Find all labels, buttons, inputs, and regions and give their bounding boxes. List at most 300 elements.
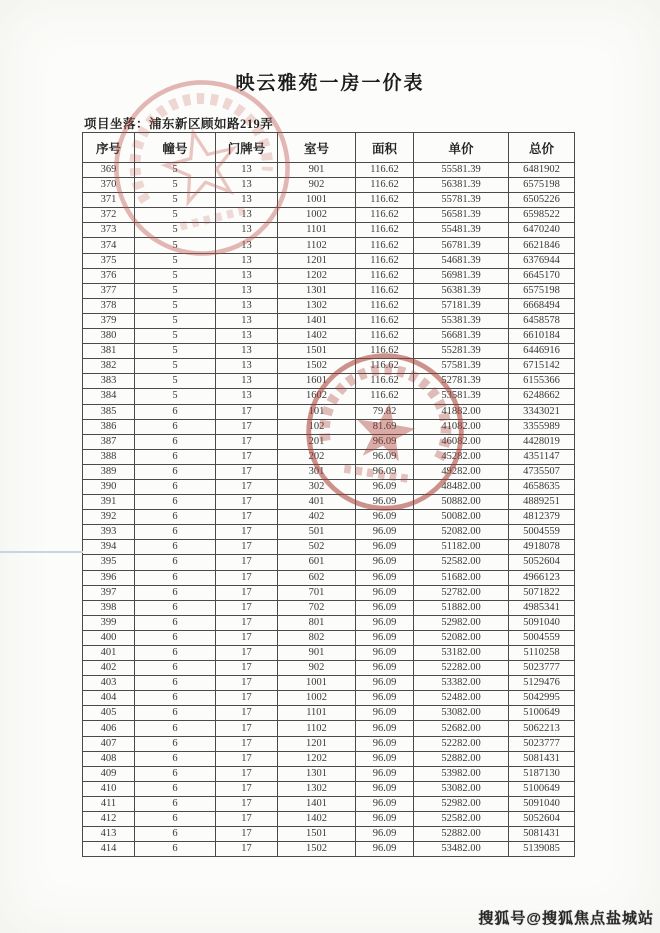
table-cell: 17 bbox=[216, 721, 278, 736]
table-cell: 6505226 bbox=[509, 193, 575, 208]
table-cell: 96.09 bbox=[356, 796, 414, 811]
table-cell: 396 bbox=[83, 570, 135, 585]
table-cell: 6 bbox=[135, 495, 216, 510]
table-row bbox=[83, 691, 575, 706]
table-cell: 411 bbox=[83, 796, 135, 811]
table-cell: 5081431 bbox=[509, 827, 575, 842]
table-row bbox=[83, 238, 575, 253]
table-row bbox=[83, 329, 575, 344]
table-cell: 13 bbox=[216, 359, 278, 374]
table-cell: 1502 bbox=[278, 842, 356, 857]
table-cell: 96.09 bbox=[356, 449, 414, 464]
table-cell: 5023777 bbox=[509, 661, 575, 676]
table-cell: 55581.39 bbox=[414, 163, 509, 178]
table-cell: 13 bbox=[216, 298, 278, 313]
table-cell: 373 bbox=[83, 223, 135, 238]
table-cell: 602 bbox=[278, 570, 356, 585]
table-cell: 5 bbox=[135, 389, 216, 404]
table-cell: 302 bbox=[278, 479, 356, 494]
table-cell: 4351147 bbox=[509, 449, 575, 464]
table-cell: 13 bbox=[216, 313, 278, 328]
table-cell: 370 bbox=[83, 178, 135, 193]
table-cell: 5 bbox=[135, 163, 216, 178]
table-cell: 96.09 bbox=[356, 721, 414, 736]
table-cell: 17 bbox=[216, 600, 278, 615]
table-cell: 6 bbox=[135, 721, 216, 736]
table-cell: 6458578 bbox=[509, 313, 575, 328]
table-cell: 56981.39 bbox=[414, 268, 509, 283]
table-cell: 13 bbox=[216, 344, 278, 359]
project-location-value: 浦东新区顾如路219弄 bbox=[149, 117, 274, 131]
table-header-row bbox=[83, 133, 575, 163]
table-row bbox=[83, 313, 575, 328]
table-cell: 45282.00 bbox=[414, 449, 509, 464]
table-cell: 96.09 bbox=[356, 615, 414, 630]
table-cell: 6248662 bbox=[509, 389, 575, 404]
table-cell: 5 bbox=[135, 238, 216, 253]
table-cell: 381 bbox=[83, 344, 135, 359]
table-cell: 378 bbox=[83, 298, 135, 313]
table-cell: 52982.00 bbox=[414, 796, 509, 811]
table-cell: 802 bbox=[278, 630, 356, 645]
table-cell: 96.09 bbox=[356, 479, 414, 494]
table-cell: 17 bbox=[216, 691, 278, 706]
table-cell: 6668494 bbox=[509, 298, 575, 313]
table-cell: 57581.39 bbox=[414, 359, 509, 374]
table-row bbox=[83, 646, 575, 661]
table-row bbox=[83, 193, 575, 208]
table-cell: 6 bbox=[135, 434, 216, 449]
table-row bbox=[83, 495, 575, 510]
table-row bbox=[83, 706, 575, 721]
table-cell: 5 bbox=[135, 359, 216, 374]
table-cell: 53082.00 bbox=[414, 781, 509, 796]
table-row bbox=[83, 661, 575, 676]
table-cell: 391 bbox=[83, 495, 135, 510]
table-cell: 301 bbox=[278, 464, 356, 479]
table-cell: 5 bbox=[135, 178, 216, 193]
table-cell: 1201 bbox=[278, 253, 356, 268]
table-cell: 410 bbox=[83, 781, 135, 796]
table-cell: 116.62 bbox=[356, 163, 414, 178]
table-cell: 17 bbox=[216, 781, 278, 796]
table-cell: 55481.39 bbox=[414, 223, 509, 238]
table-cell: 17 bbox=[216, 661, 278, 676]
table-cell: 6 bbox=[135, 630, 216, 645]
table-cell: 406 bbox=[83, 721, 135, 736]
table-cell: 5062213 bbox=[509, 721, 575, 736]
table-cell: 377 bbox=[83, 283, 135, 298]
table-cell: 901 bbox=[278, 646, 356, 661]
table-cell: 56581.39 bbox=[414, 208, 509, 223]
table-cell: 6 bbox=[135, 585, 216, 600]
project-location-label: 项目坐落： bbox=[84, 117, 150, 131]
table-cell: 1202 bbox=[278, 751, 356, 766]
table-cell: 116.62 bbox=[356, 359, 414, 374]
table-row bbox=[83, 359, 575, 374]
table-cell: 96.09 bbox=[356, 630, 414, 645]
table-cell: 374 bbox=[83, 238, 135, 253]
table-cell: 96.09 bbox=[356, 540, 414, 555]
table-cell: 5023777 bbox=[509, 736, 575, 751]
table-cell: 6 bbox=[135, 449, 216, 464]
table-cell: 5 bbox=[135, 223, 216, 238]
table-row bbox=[83, 827, 575, 842]
table-cell: 116.62 bbox=[356, 313, 414, 328]
table-cell: 6 bbox=[135, 691, 216, 706]
table-cell: 6610184 bbox=[509, 329, 575, 344]
table-cell: 1102 bbox=[278, 721, 356, 736]
table-cell: 6598522 bbox=[509, 208, 575, 223]
table-row bbox=[83, 449, 575, 464]
table-row bbox=[83, 570, 575, 585]
table-cell: 392 bbox=[83, 510, 135, 525]
table-cell: 401 bbox=[278, 495, 356, 510]
table-cell: 52682.00 bbox=[414, 721, 509, 736]
table-cell: 4735507 bbox=[509, 464, 575, 479]
table-cell: 56381.39 bbox=[414, 178, 509, 193]
table-cell: 1102 bbox=[278, 238, 356, 253]
table-cell: 96.09 bbox=[356, 464, 414, 479]
table-cell: 801 bbox=[278, 615, 356, 630]
scan-artifact-line bbox=[0, 551, 83, 553]
table-cell: 96.09 bbox=[356, 766, 414, 781]
table-cell: 385 bbox=[83, 404, 135, 419]
table-cell: 1401 bbox=[278, 313, 356, 328]
table-cell: 398 bbox=[83, 600, 135, 615]
table-cell: 17 bbox=[216, 812, 278, 827]
table-cell: 502 bbox=[278, 540, 356, 555]
table-cell: 5187130 bbox=[509, 766, 575, 781]
table-cell: 6 bbox=[135, 781, 216, 796]
table-cell: 383 bbox=[83, 374, 135, 389]
table-cell: 380 bbox=[83, 329, 135, 344]
table-cell: 116.62 bbox=[356, 374, 414, 389]
table-cell: 17 bbox=[216, 796, 278, 811]
table-cell: 52282.00 bbox=[414, 661, 509, 676]
table-cell: 96.09 bbox=[356, 495, 414, 510]
table-cell: 601 bbox=[278, 555, 356, 570]
table-cell: 17 bbox=[216, 495, 278, 510]
table-cell: 116.62 bbox=[356, 344, 414, 359]
table-cell: 96.09 bbox=[356, 781, 414, 796]
table-row bbox=[83, 525, 575, 540]
table-row bbox=[83, 419, 575, 434]
table-cell: 1001 bbox=[278, 676, 356, 691]
table-cell: 116.62 bbox=[356, 298, 414, 313]
table-row bbox=[83, 374, 575, 389]
table-cell: 6 bbox=[135, 419, 216, 434]
table-cell: 51682.00 bbox=[414, 570, 509, 585]
table-cell: 5 bbox=[135, 329, 216, 344]
table-cell: 376 bbox=[83, 268, 135, 283]
table-cell: 412 bbox=[83, 812, 135, 827]
table-cell: 1401 bbox=[278, 796, 356, 811]
table-cell: 4985341 bbox=[509, 600, 575, 615]
table-cell: 6 bbox=[135, 827, 216, 842]
table-cell: 6376944 bbox=[509, 253, 575, 268]
table-row bbox=[83, 781, 575, 796]
table-cell: 402 bbox=[278, 510, 356, 525]
table-cell: 17 bbox=[216, 449, 278, 464]
table-row bbox=[83, 283, 575, 298]
table-cell: 51182.00 bbox=[414, 540, 509, 555]
table-cell: 52582.00 bbox=[414, 812, 509, 827]
table-cell: 17 bbox=[216, 525, 278, 540]
table-cell: 17 bbox=[216, 585, 278, 600]
table-cell: 390 bbox=[83, 479, 135, 494]
table-cell: 1402 bbox=[278, 329, 356, 344]
table-cell: 6481902 bbox=[509, 163, 575, 178]
table-row bbox=[83, 555, 575, 570]
table-cell: 403 bbox=[83, 676, 135, 691]
table-cell: 96.09 bbox=[356, 600, 414, 615]
table-cell: 96.09 bbox=[356, 585, 414, 600]
table-cell: 50882.00 bbox=[414, 495, 509, 510]
table-cell: 17 bbox=[216, 434, 278, 449]
table-row bbox=[83, 721, 575, 736]
column-header: 幢号 bbox=[135, 133, 216, 163]
table-cell: 5042995 bbox=[509, 691, 575, 706]
table-cell: 79.82 bbox=[356, 404, 414, 419]
table-cell: 5 bbox=[135, 268, 216, 283]
table-cell: 4428019 bbox=[509, 434, 575, 449]
table-cell: 96.09 bbox=[356, 751, 414, 766]
table-row bbox=[83, 736, 575, 751]
table-cell: 5052604 bbox=[509, 555, 575, 570]
table-cell: 52982.00 bbox=[414, 615, 509, 630]
table-cell: 6 bbox=[135, 766, 216, 781]
table-cell: 96.09 bbox=[356, 812, 414, 827]
table-row bbox=[83, 479, 575, 494]
table-row bbox=[83, 344, 575, 359]
table-cell: 6 bbox=[135, 812, 216, 827]
table-cell: 1201 bbox=[278, 736, 356, 751]
table-cell: 96.09 bbox=[356, 661, 414, 676]
table-cell: 6 bbox=[135, 555, 216, 570]
table-row bbox=[83, 615, 575, 630]
table-cell: 52582.00 bbox=[414, 555, 509, 570]
table-cell: 17 bbox=[216, 419, 278, 434]
column-header: 单价 bbox=[414, 133, 509, 163]
table-cell: 116.62 bbox=[356, 329, 414, 344]
table-cell: 96.09 bbox=[356, 736, 414, 751]
table-cell: 96.09 bbox=[356, 842, 414, 857]
table-cell: 404 bbox=[83, 691, 135, 706]
table-cell: 13 bbox=[216, 238, 278, 253]
table-cell: 41082.00 bbox=[414, 419, 509, 434]
table-cell: 395 bbox=[83, 555, 135, 570]
table-cell: 5 bbox=[135, 193, 216, 208]
table-cell: 3343021 bbox=[509, 404, 575, 419]
table-cell: 1301 bbox=[278, 766, 356, 781]
table-cell: 6 bbox=[135, 661, 216, 676]
table-cell: 6645170 bbox=[509, 268, 575, 283]
table-cell: 1402 bbox=[278, 812, 356, 827]
table-cell: 13 bbox=[216, 253, 278, 268]
table-cell: 53482.00 bbox=[414, 842, 509, 857]
table-cell: 5139085 bbox=[509, 842, 575, 857]
table-cell: 6621846 bbox=[509, 238, 575, 253]
table-cell: 379 bbox=[83, 313, 135, 328]
table-cell: 17 bbox=[216, 479, 278, 494]
table-row bbox=[83, 434, 575, 449]
table-cell: 13 bbox=[216, 329, 278, 344]
table-cell: 6470240 bbox=[509, 223, 575, 238]
table-cell: 53182.00 bbox=[414, 646, 509, 661]
table-cell: 54681.39 bbox=[414, 253, 509, 268]
table-cell: 4812379 bbox=[509, 510, 575, 525]
table-cell: 6 bbox=[135, 751, 216, 766]
table-cell: 17 bbox=[216, 510, 278, 525]
table-cell: 1101 bbox=[278, 223, 356, 238]
table-cell: 53581.39 bbox=[414, 389, 509, 404]
table-cell: 13 bbox=[216, 163, 278, 178]
table-cell: 5 bbox=[135, 344, 216, 359]
table-row bbox=[83, 208, 575, 223]
table-cell: 375 bbox=[83, 253, 135, 268]
table-cell: 702 bbox=[278, 600, 356, 615]
table-cell: 6 bbox=[135, 540, 216, 555]
table-cell: 393 bbox=[83, 525, 135, 540]
project-location-line bbox=[84, 114, 273, 132]
table-cell: 17 bbox=[216, 630, 278, 645]
table-cell: 701 bbox=[278, 585, 356, 600]
table-cell: 81.69 bbox=[356, 419, 414, 434]
table-cell: 1001 bbox=[278, 193, 356, 208]
table-cell: 41882.00 bbox=[414, 404, 509, 419]
table-cell: 1002 bbox=[278, 208, 356, 223]
table-cell: 372 bbox=[83, 208, 135, 223]
table-row bbox=[83, 404, 575, 419]
table-cell: 388 bbox=[83, 449, 135, 464]
table-row bbox=[83, 253, 575, 268]
table-cell: 53382.00 bbox=[414, 676, 509, 691]
table-cell: 5081431 bbox=[509, 751, 575, 766]
table-cell: 52882.00 bbox=[414, 827, 509, 842]
table-cell: 101 bbox=[278, 404, 356, 419]
table-cell: 413 bbox=[83, 827, 135, 842]
table-cell: 13 bbox=[216, 223, 278, 238]
table-cell: 96.09 bbox=[356, 570, 414, 585]
table-cell: 371 bbox=[83, 193, 135, 208]
table-cell: 4889251 bbox=[509, 495, 575, 510]
table-cell: 53082.00 bbox=[414, 706, 509, 721]
table-cell: 5004559 bbox=[509, 630, 575, 645]
table-cell: 6 bbox=[135, 646, 216, 661]
table-cell: 102 bbox=[278, 419, 356, 434]
table-row bbox=[83, 600, 575, 615]
table-cell: 13 bbox=[216, 178, 278, 193]
table-cell: 96.09 bbox=[356, 646, 414, 661]
table-cell: 17 bbox=[216, 736, 278, 751]
table-cell: 5110258 bbox=[509, 646, 575, 661]
table-cell: 57181.39 bbox=[414, 298, 509, 313]
table-row bbox=[83, 540, 575, 555]
table-cell: 55781.39 bbox=[414, 193, 509, 208]
table-cell: 56381.39 bbox=[414, 283, 509, 298]
table-cell: 5052604 bbox=[509, 812, 575, 827]
table-cell: 6446916 bbox=[509, 344, 575, 359]
table-cell: 17 bbox=[216, 464, 278, 479]
table-cell: 1501 bbox=[278, 827, 356, 842]
table-cell: 13 bbox=[216, 193, 278, 208]
table-cell: 96.09 bbox=[356, 555, 414, 570]
table-cell: 17 bbox=[216, 676, 278, 691]
table-row bbox=[83, 298, 575, 313]
table-cell: 13 bbox=[216, 283, 278, 298]
table-cell: 369 bbox=[83, 163, 135, 178]
table-cell: 1502 bbox=[278, 359, 356, 374]
table-cell: 5100649 bbox=[509, 781, 575, 796]
table-cell: 17 bbox=[216, 842, 278, 857]
table-cell: 49282.00 bbox=[414, 464, 509, 479]
table-cell: 52282.00 bbox=[414, 736, 509, 751]
table-cell: 4918078 bbox=[509, 540, 575, 555]
table-row bbox=[83, 389, 575, 404]
table-cell: 5100649 bbox=[509, 706, 575, 721]
table-cell: 96.09 bbox=[356, 676, 414, 691]
table-cell: 52781.39 bbox=[414, 374, 509, 389]
table-cell: 13 bbox=[216, 374, 278, 389]
column-header: 总价 bbox=[509, 133, 575, 163]
table-cell: 5 bbox=[135, 253, 216, 268]
table-cell: 96.09 bbox=[356, 510, 414, 525]
watermark: 搜狐号@搜狐焦点盐城站 bbox=[478, 910, 654, 927]
table-cell: 389 bbox=[83, 464, 135, 479]
table-cell: 13 bbox=[216, 268, 278, 283]
table-cell: 397 bbox=[83, 585, 135, 600]
table-cell: 202 bbox=[278, 449, 356, 464]
table-cell: 52082.00 bbox=[414, 525, 509, 540]
table-cell: 6 bbox=[135, 510, 216, 525]
table-cell: 96.09 bbox=[356, 827, 414, 842]
table-cell: 5 bbox=[135, 374, 216, 389]
table-row bbox=[83, 510, 575, 525]
table-cell: 56781.39 bbox=[414, 238, 509, 253]
table-cell: 116.62 bbox=[356, 193, 414, 208]
table-cell: 902 bbox=[278, 178, 356, 193]
table-cell: 1301 bbox=[278, 283, 356, 298]
table-cell: 409 bbox=[83, 766, 135, 781]
table-cell: 96.09 bbox=[356, 691, 414, 706]
table-cell: 6575198 bbox=[509, 178, 575, 193]
table-cell: 6 bbox=[135, 796, 216, 811]
table-cell: 394 bbox=[83, 540, 135, 555]
table-cell: 17 bbox=[216, 540, 278, 555]
table-row bbox=[83, 751, 575, 766]
table-cell: 116.62 bbox=[356, 253, 414, 268]
table-cell: 6 bbox=[135, 404, 216, 419]
column-header: 序号 bbox=[83, 133, 135, 163]
table-cell: 116.62 bbox=[356, 178, 414, 193]
table-cell: 13 bbox=[216, 389, 278, 404]
table-cell: 386 bbox=[83, 419, 135, 434]
table-cell: 116.62 bbox=[356, 389, 414, 404]
table-row bbox=[83, 163, 575, 178]
table-cell: 1101 bbox=[278, 706, 356, 721]
table-cell: 5129476 bbox=[509, 676, 575, 691]
table-cell: 6155366 bbox=[509, 374, 575, 389]
table-cell: 56681.39 bbox=[414, 329, 509, 344]
table-cell: 408 bbox=[83, 751, 135, 766]
table-cell: 201 bbox=[278, 434, 356, 449]
table-cell: 52782.00 bbox=[414, 585, 509, 600]
table-cell: 6575198 bbox=[509, 283, 575, 298]
table-cell: 5 bbox=[135, 283, 216, 298]
table-cell: 1302 bbox=[278, 298, 356, 313]
table-row bbox=[83, 464, 575, 479]
